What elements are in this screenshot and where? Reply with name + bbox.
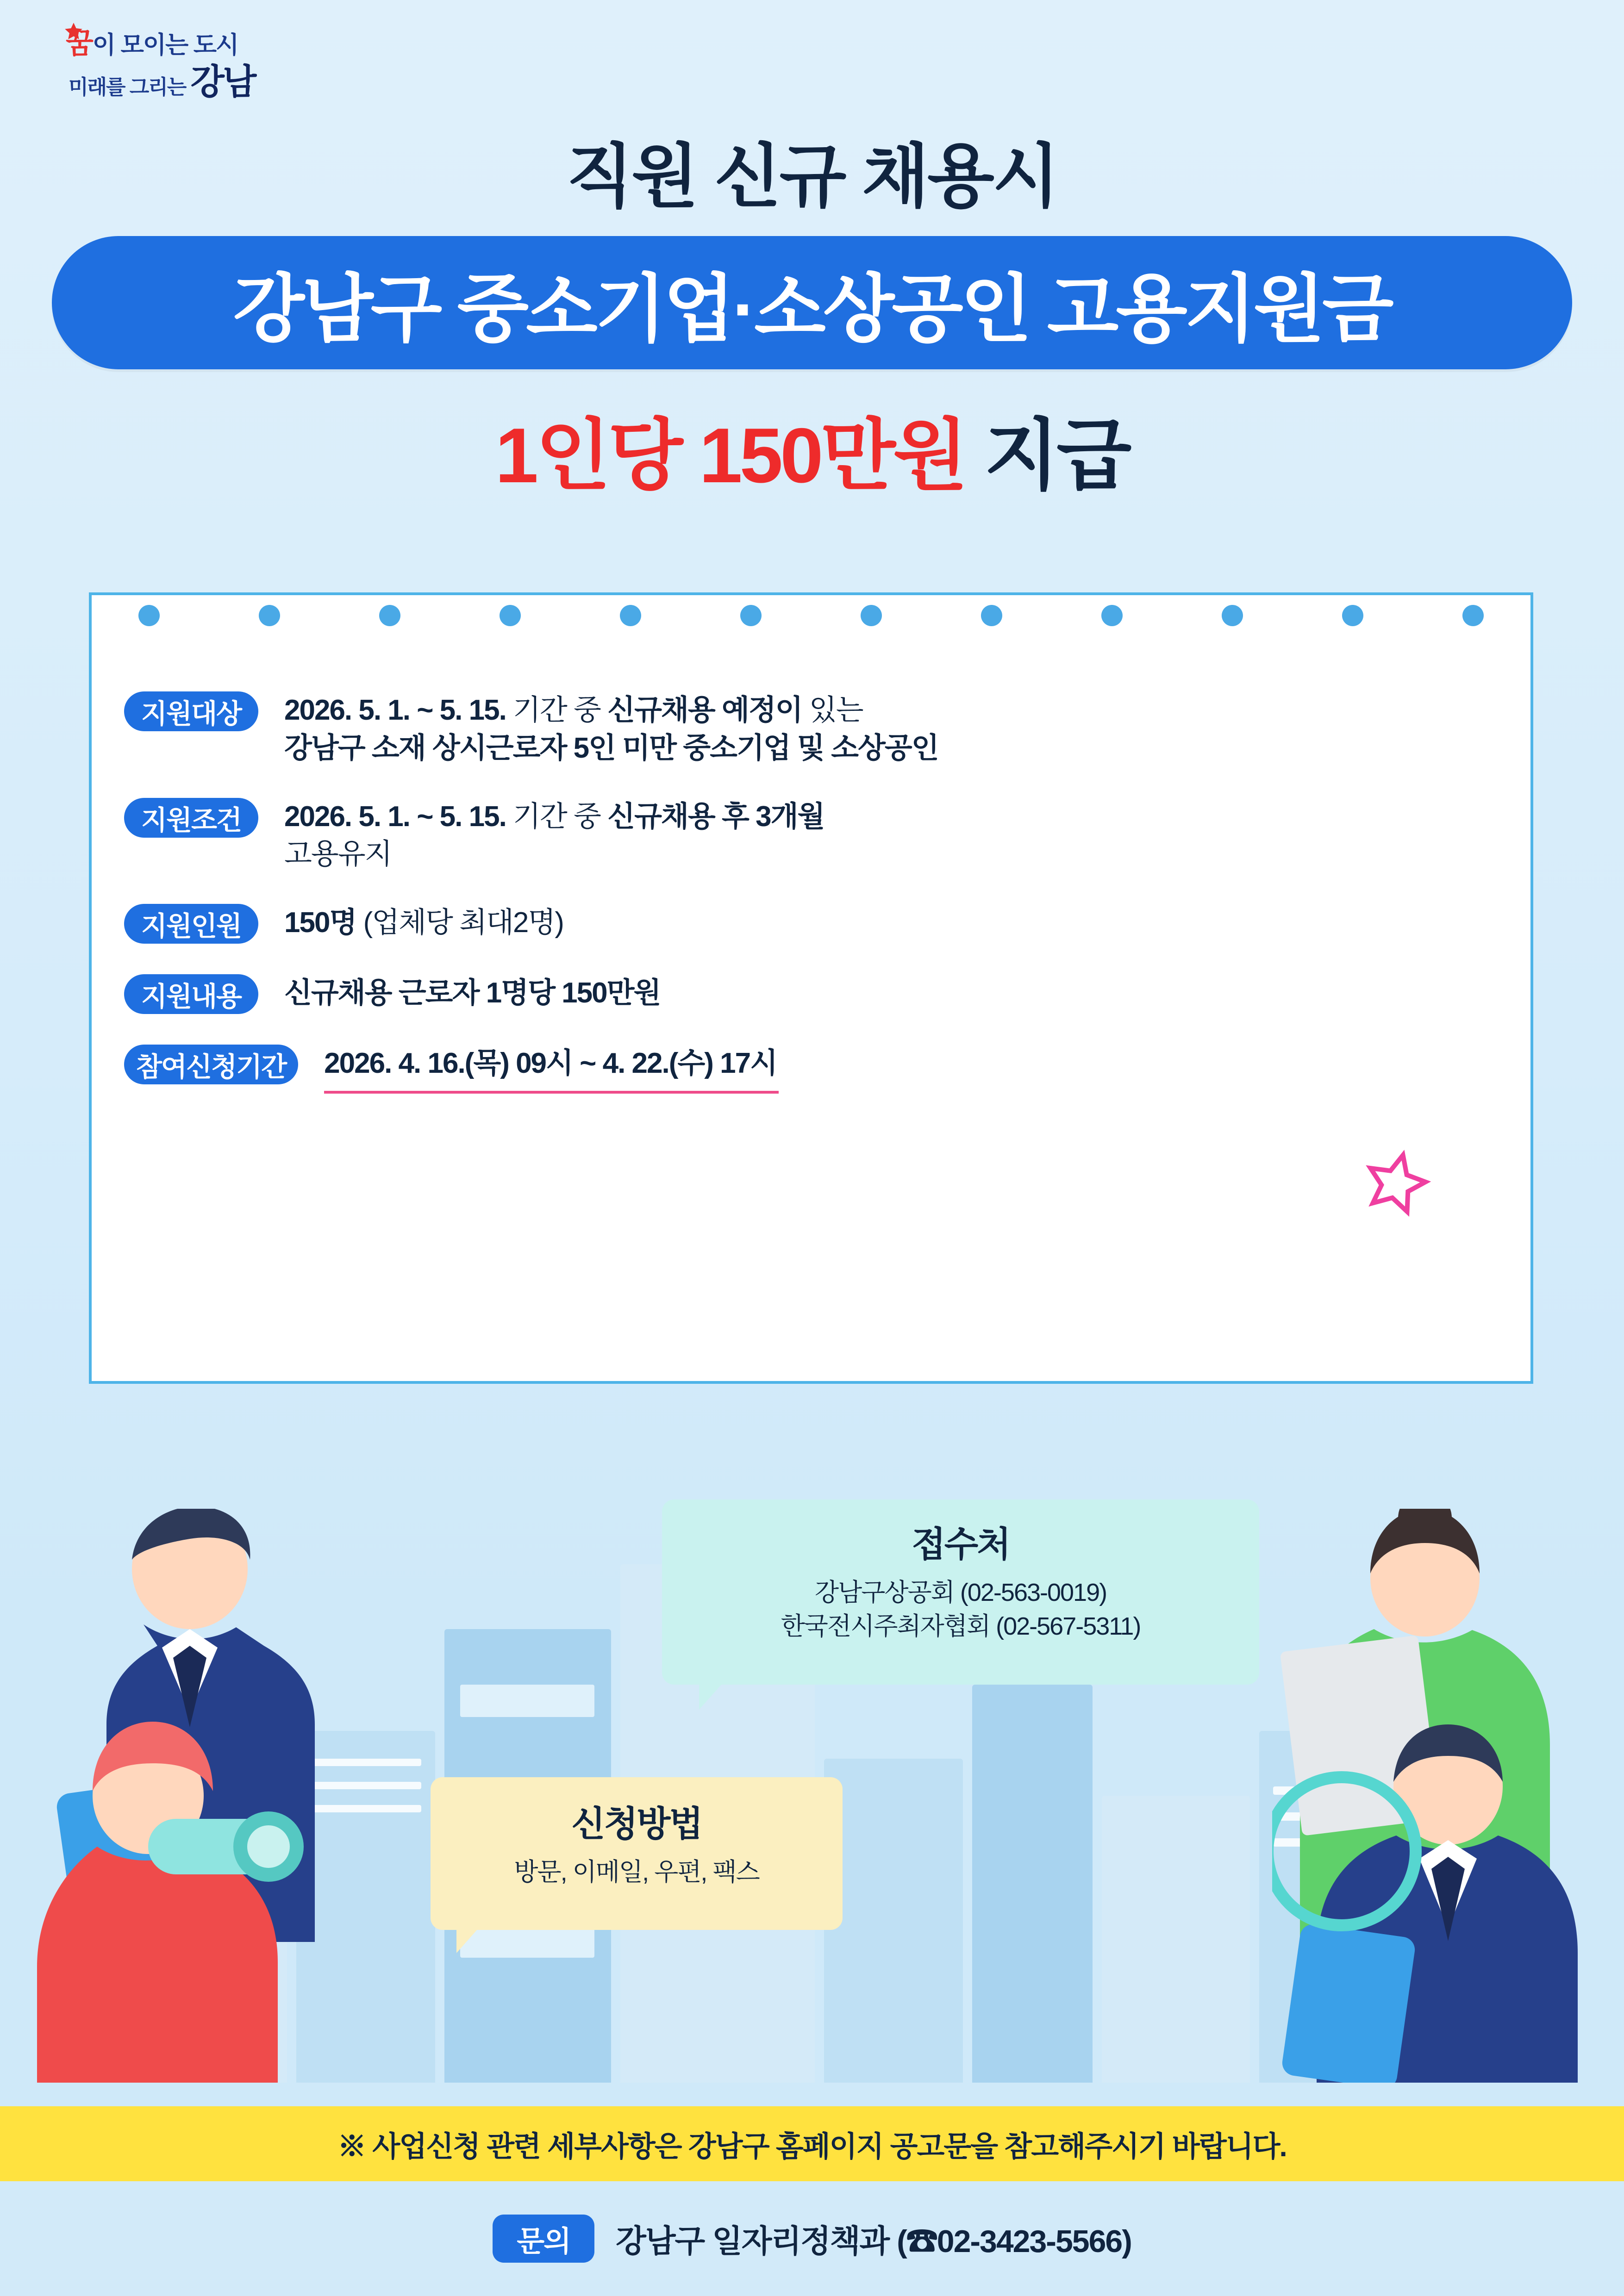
reception-bubble bbox=[662, 1500, 1259, 1685]
info-row-text bbox=[324, 1043, 777, 1083]
logo-tagline-2 bbox=[69, 54, 255, 104]
page-title: 직원 신규 채용시 bbox=[566, 137, 1058, 215]
info-text-normal: 기간 중 bbox=[513, 800, 608, 833]
info-text-strong: 2026. 4. 16.(목) 09시 ~ 4. 22.(수) 17시 bbox=[324, 1047, 777, 1080]
gangnam-logo bbox=[32, 18, 319, 106]
reception-title: 접수처 bbox=[912, 1525, 1010, 1564]
logo-tagline-1-rest: 이 모이는 도시 bbox=[92, 32, 238, 59]
building-shape bbox=[1102, 1796, 1250, 2083]
info-row-tag: 지원내용 bbox=[124, 974, 258, 1014]
info-row-line bbox=[324, 1045, 777, 1083]
info-row-line bbox=[284, 691, 938, 729]
info-row bbox=[124, 796, 1504, 874]
info-row-line bbox=[284, 798, 824, 836]
underlined-period bbox=[324, 1045, 777, 1083]
info-text-strong: 2026. 5. 1. ~ 5. 15. bbox=[284, 694, 513, 726]
info-text-normal: 있는 bbox=[802, 694, 863, 726]
info-row bbox=[124, 1043, 1504, 1084]
info-row-text bbox=[284, 972, 660, 1012]
contact-text: 강남구 일자리정책과 (☎02-3423-5566) bbox=[616, 2223, 1131, 2259]
info-row-line bbox=[284, 904, 563, 942]
logo-brand-name: 강남 bbox=[190, 62, 255, 102]
info-row-list bbox=[124, 690, 1504, 1113]
info-row-text bbox=[284, 796, 824, 874]
info-row bbox=[124, 902, 1504, 944]
info-row-text bbox=[284, 902, 563, 942]
building-shape bbox=[972, 1685, 1093, 2083]
info-text-strong: 150명 bbox=[284, 907, 356, 939]
contact-tag: 문의 bbox=[493, 2215, 594, 2263]
info-row-tag: 지원대상 bbox=[124, 691, 258, 731]
info-text-strong: 신규채용 예정이 bbox=[607, 694, 802, 726]
support-amount-value: 1인당 150만원 bbox=[495, 412, 966, 499]
info-text-strong: 신규채용 근로자 1명당 150만원 bbox=[284, 977, 661, 1009]
application-method-title: 신청방법 bbox=[571, 1804, 702, 1844]
info-text-normal: 기간 중 bbox=[513, 694, 608, 726]
info-row-text bbox=[284, 690, 938, 767]
logo-tagline-2-prefix: 미래를 그리는 bbox=[69, 76, 186, 99]
info-row-line bbox=[284, 974, 660, 1012]
application-method-line-1: 방문, 이메일, 우편, 팩스 bbox=[514, 1858, 759, 1886]
info-row bbox=[124, 690, 1504, 767]
info-text-normal: (업체당 최대2명) bbox=[356, 907, 563, 939]
info-text-normal: 고용유지 bbox=[284, 838, 392, 871]
notice-bar bbox=[0, 2106, 1624, 2181]
info-row-tag: 지원조건 bbox=[124, 798, 258, 838]
footer-contact bbox=[0, 2181, 1624, 2296]
support-amount-suffix: 지급 bbox=[965, 412, 1129, 499]
info-text-strong: 강남구 소재 상시근로자 5인 미만 중소기업 및 소상공인 bbox=[284, 732, 938, 764]
person-illustration-left-woman bbox=[9, 1708, 361, 2083]
info-text-strong: 2026. 5. 1. ~ 5. 15. bbox=[284, 800, 513, 833]
reception-line-2: 한국전시주최자협회 (02-567-5311) bbox=[781, 1612, 1141, 1640]
info-text-strong: 신규채용 후 3개월 bbox=[607, 800, 824, 833]
reception-line-1: 강남구상공회 (02-563-0019) bbox=[814, 1579, 1107, 1606]
logo-dream-word: 꿈 bbox=[66, 28, 93, 60]
info-row-tag: 참여신청기간 bbox=[124, 1045, 298, 1084]
person-illustration-right-man bbox=[1272, 1712, 1605, 2083]
program-title-text: 강남구 중소기업·소상공인 고용지원금 bbox=[233, 268, 1391, 350]
info-row-line bbox=[284, 835, 824, 873]
building-shape bbox=[824, 1759, 963, 2083]
support-amount-line bbox=[0, 393, 1624, 505]
info-row-tag: 지원인원 bbox=[124, 904, 258, 944]
info-row bbox=[124, 972, 1504, 1014]
info-row-line bbox=[284, 729, 938, 767]
program-title-banner bbox=[52, 236, 1572, 369]
notice-text: ※ 사업신청 관련 세부사항은 강남구 홈페이지 공고문을 참고해주시기 바랍니다. bbox=[337, 2130, 1287, 2163]
application-method-bubble bbox=[431, 1777, 843, 1930]
